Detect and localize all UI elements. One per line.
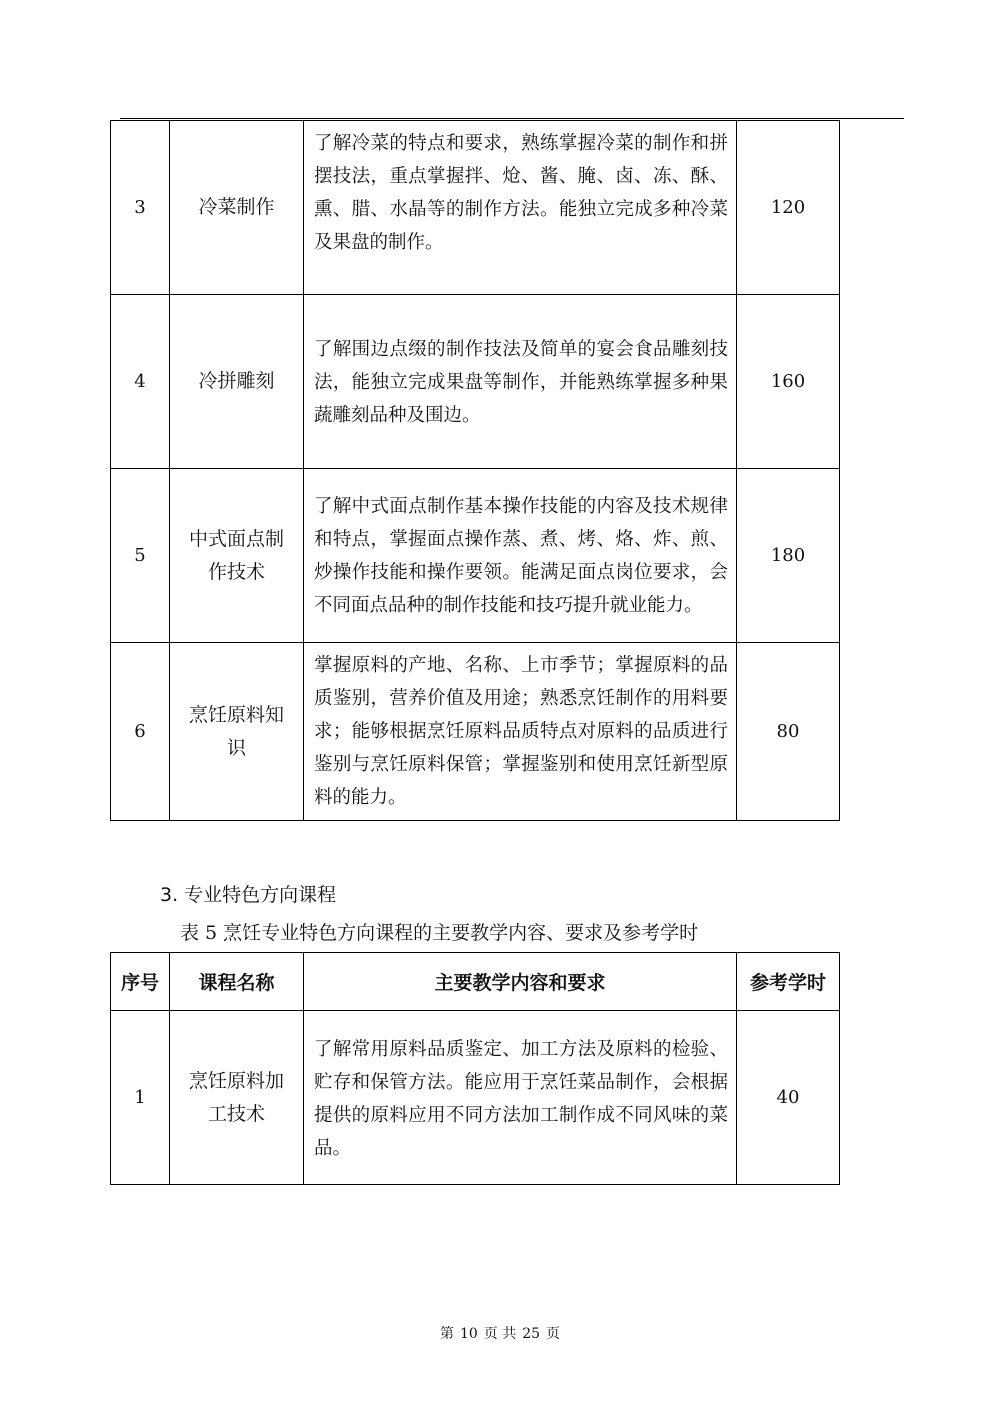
course-hours: 160 bbox=[737, 295, 840, 469]
footer-suffix: 页 bbox=[546, 1326, 561, 1342]
header-hours: 参考学时 bbox=[737, 953, 840, 1011]
footer-prefix: 第 bbox=[439, 1326, 454, 1342]
table-caption: 表 5 烹饪专业特色方向课程的主要教学内容、要求及参考学时 bbox=[180, 922, 699, 944]
row-number: 1 bbox=[111, 1011, 170, 1185]
course-content: 了解围边点缀的制作技法及简单的宴会食品雕刻技法，能独立完成果盘等制作，并能熟练掌握多种果蔬雕刻品种及围边。 bbox=[304, 295, 737, 469]
course-name: 烹饪原料知识 bbox=[170, 643, 304, 821]
course-table-continued bbox=[110, 120, 840, 821]
row-number: 5 bbox=[111, 469, 170, 643]
section-heading: 3. 专业特色方向课程 bbox=[160, 884, 337, 906]
footer-total-pages: 25 bbox=[522, 1326, 541, 1342]
table-row bbox=[111, 469, 840, 643]
header-number: 序号 bbox=[111, 953, 170, 1011]
table-row bbox=[111, 643, 840, 821]
specialty-course-table bbox=[110, 952, 840, 1185]
table-row bbox=[111, 1011, 840, 1185]
course-name: 烹饪原料加工技术 bbox=[170, 1011, 304, 1185]
course-hours: 180 bbox=[737, 469, 840, 643]
header-content: 主要教学内容和要求 bbox=[304, 953, 737, 1011]
course-content: 掌握原料的产地、名称、上市季节；掌握原料的品质鉴别，营养价值及用途；熟悉烹饪制作的用料要求；能够根据烹饪原料品质特点对原料的品质进行鉴别与烹饪原料保管；掌握鉴别和使用烹饪新型原料的能力。 bbox=[304, 643, 737, 821]
page-footer bbox=[0, 1323, 1000, 1343]
table-row bbox=[111, 295, 840, 469]
course-content: 了解冷菜的特点和要求，熟练掌握冷菜的制作和拼摆技法，重点掌握拌、炝、酱、腌、卤、冻、酥、熏、腊、水晶等的制作方法。能独立完成多种冷菜及果盘的制作。 bbox=[304, 121, 737, 295]
course-hours: 40 bbox=[737, 1011, 840, 1185]
row-number: 4 bbox=[111, 295, 170, 469]
table-row bbox=[111, 121, 840, 295]
footer-mid: 页 共 bbox=[483, 1326, 517, 1342]
footer-page-number: 10 bbox=[459, 1326, 478, 1342]
course-hours: 120 bbox=[737, 121, 840, 295]
row-number: 3 bbox=[111, 121, 170, 295]
course-hours: 80 bbox=[737, 643, 840, 821]
course-name: 冷拼雕刻 bbox=[170, 295, 304, 469]
course-name: 中式面点制作技术 bbox=[170, 469, 304, 643]
course-content: 了解常用原料品质鉴定、加工方法及原料的检验、贮存和保管方法。能应用于烹饪菜品制作，会根据提供的原料应用不同方法加工制作成不同风味的菜品。 bbox=[304, 1011, 737, 1185]
table-header-row bbox=[111, 953, 840, 1011]
course-content: 了解中式面点制作基本操作技能的内容及技术规律和特点，掌握面点操作蒸、煮、烤、烙、炸、煎、炒操作技能和操作要领。能满足面点岗位要求，会不同面点品种的制作技能和技巧提升就业能力。 bbox=[304, 469, 737, 643]
top-rule bbox=[120, 118, 904, 119]
header-course-name: 课程名称 bbox=[170, 953, 304, 1011]
course-name: 冷菜制作 bbox=[170, 121, 304, 295]
row-number: 6 bbox=[111, 643, 170, 821]
